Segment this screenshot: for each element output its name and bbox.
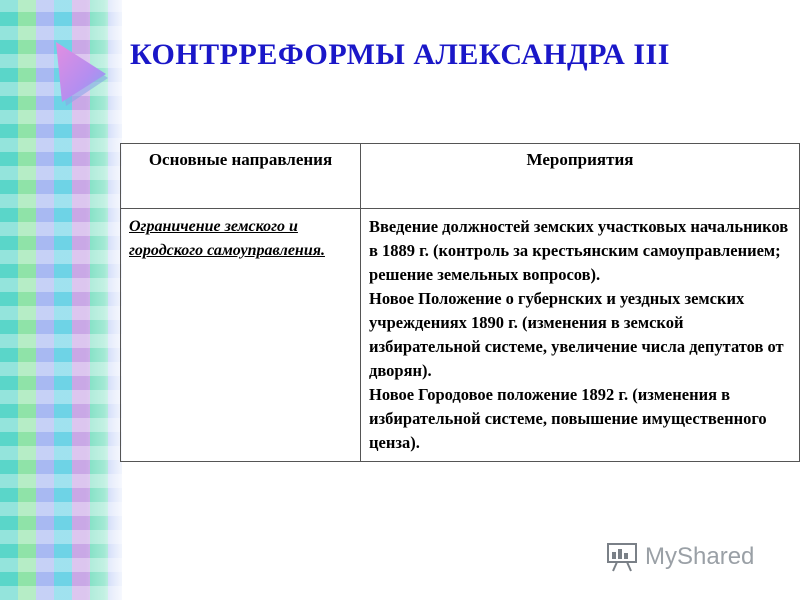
direction-text: Ограничение земского и городского самоуправления. — [129, 218, 325, 259]
table-header-row — [121, 144, 800, 209]
measure-item: Новое Положение о губернских и уездных земских учреждениях 1890 г. (изменения в земской избирательной системе, увеличение числа депутатов от дворян). — [369, 289, 784, 380]
measure-item: Введение должностей земских участковых начальников в 1889 г. (контроль за крестьянским самоуправлением; решение земельных вопросов). — [369, 217, 789, 284]
header-measures: Мероприятия — [361, 144, 800, 209]
watermark-text: MyShared — [645, 543, 755, 570]
table-row — [121, 209, 800, 462]
reforms-table — [120, 143, 800, 462]
header-directions: Основные направления — [121, 144, 361, 209]
slide-title: КОНТРРЕФОРМЫ АЛЕКСАНДРА III — [130, 38, 670, 71]
triangle-arrow-icon — [52, 40, 112, 110]
watermark-logo — [605, 540, 765, 574]
measure-item: Новое Городовое положение 1892 г. (изменения в избирательной системе, повышение имущественного ценза). — [369, 385, 767, 452]
measures-cell — [361, 209, 800, 462]
direction-cell — [121, 209, 361, 462]
presentation-board-icon — [605, 542, 639, 572]
